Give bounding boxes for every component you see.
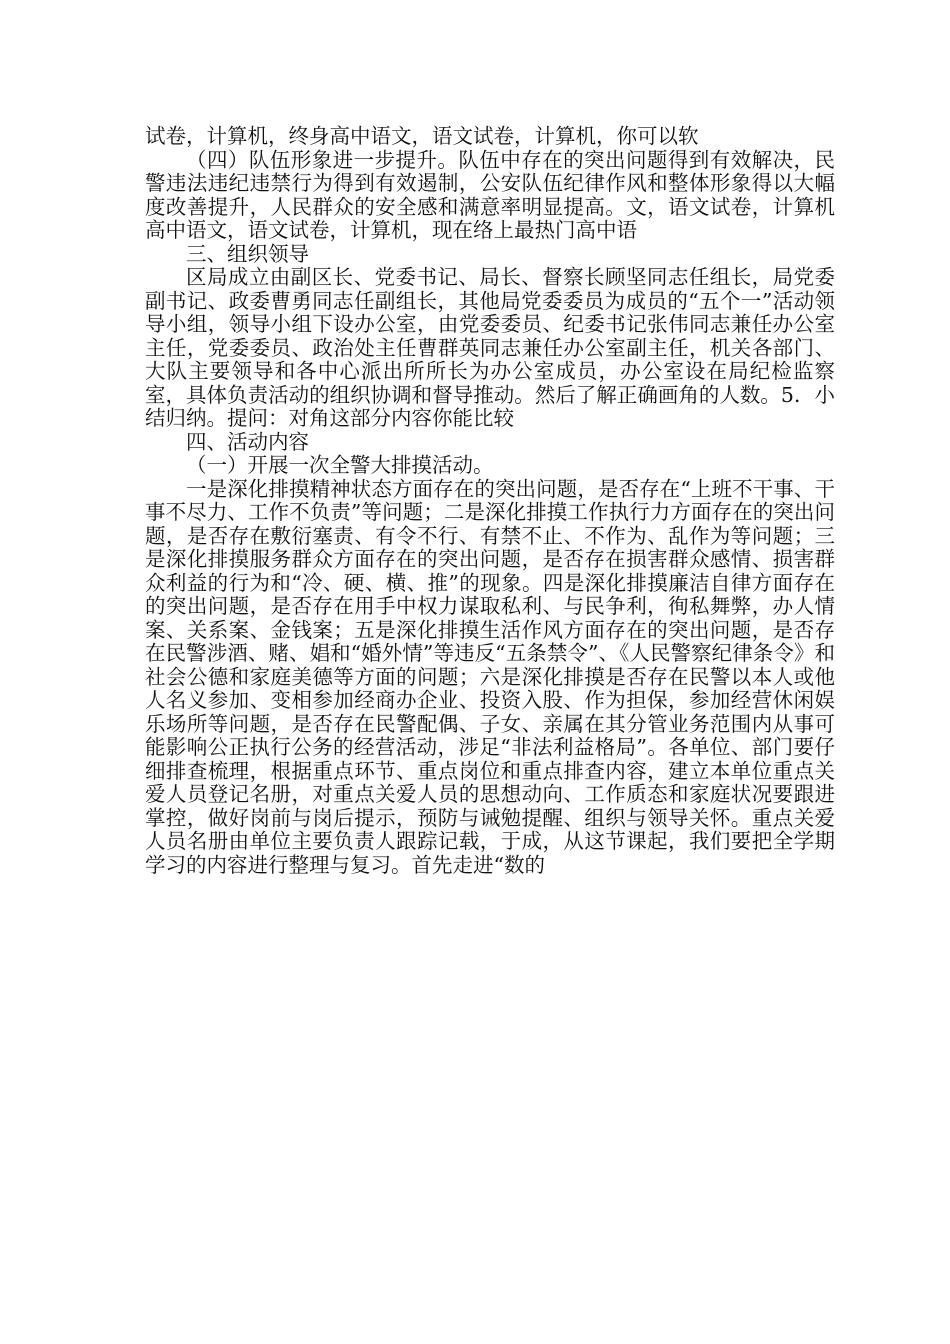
subheading-activity-one: （一）开展一次全警大排摸活动。 xyxy=(186,453,494,477)
paragraph-organization: 区局成立由副区长、党委书记、局长、督察长顾坚同志任组长，局党委副书记、政委曹勇同志任副组长，其他局党委委员为成员的“五个一”活动领导小组，领导小组下设办公室，由党委委员、纪委书记张伟同志兼任办公室主任，党委委员、政治处主任曹群英同志兼任办公室副主任，机关各部门、大队主要领导和各中心派出所所长为办公室成员，办公室设在局纪检监察室，具体负责活动的组织协调和督导推动。然后了解正确画角的人数。5．小结归纳。提问：对角这部分内容你能比较 xyxy=(145,265,835,430)
paragraph-continuation: 试卷，计算机，终身高中语文，语文试卷，计算机，你可以软 xyxy=(145,124,699,148)
paragraph-activity-details: 一是深化排摸精神状态方面存在的突出问题，是否存在“上班不干事、干事不尽力、工作不负责”等问题；二是深化排摸工作执行力方面存在的突出问题，是否存在敷衍塞责、有令不行、有禁不止、不作为、乱作为等问题；三是深化排摸服务群众方面存在的突出问题，是否存在损害群众感情、损害群众利益的行为和“冷、硬、横、推”的现象。四是深化排摸廉洁自律方面存在的突出问题，是否存在用手中权力谋取私利、与民争利，徇私舞弊，办人情案、关系案、金钱案；五是深化排摸生活作风方面存在的突出问题，是否存在民警涉酒、赌、娼和“婚外情”等违反“五条禁令”、《人民警察纪律条令》和社会公德和家庭美德等方面的问题；六是深化排摸是否存在民警以本人或他人名义参加、变相参加经商办企业、投资入股、作为担保，参加经营休闲娱乐场所等问题，是否存在民警配偶、子女、亲属在其分管业务范围内从事可能影响公正执行公务的经营活动，涉足“非法利益格局”。各单位、部门要仔细排查梳理，根据重点环节、重点岗位和重点排查内容，建立本单位重点关爱人员登记名册，对重点关爱人员的思想动向、工作质态和家庭状况要跟进掌控，做好岗前与岗后提示，预防与诫勉提醒、组织与领导关怀。重点关爱人员名册由单位主要负责人跟踪记载，于成，从这节课起，我们要把全学期学习的内容进行整理与复习。首先走进“数的 xyxy=(145,476,835,877)
document-body xyxy=(145,125,835,877)
section-heading-organization: 三、组织领导 xyxy=(186,241,309,266)
section-heading-activities: 四、活动内容 xyxy=(186,429,309,454)
paragraph-team-image: （四）队伍形象进一步提升。队伍中存在的突出问题得到有效解决，民警违法违纪违禁行为得到有效遏制，公安队伍纪律作风和整体形象得以大幅度改善提升，人民群众的安全感和满意率明显提高。文，语文试卷，计算机高中语文，语文试卷，计算机，现在络上最热门高中语 xyxy=(145,147,835,242)
